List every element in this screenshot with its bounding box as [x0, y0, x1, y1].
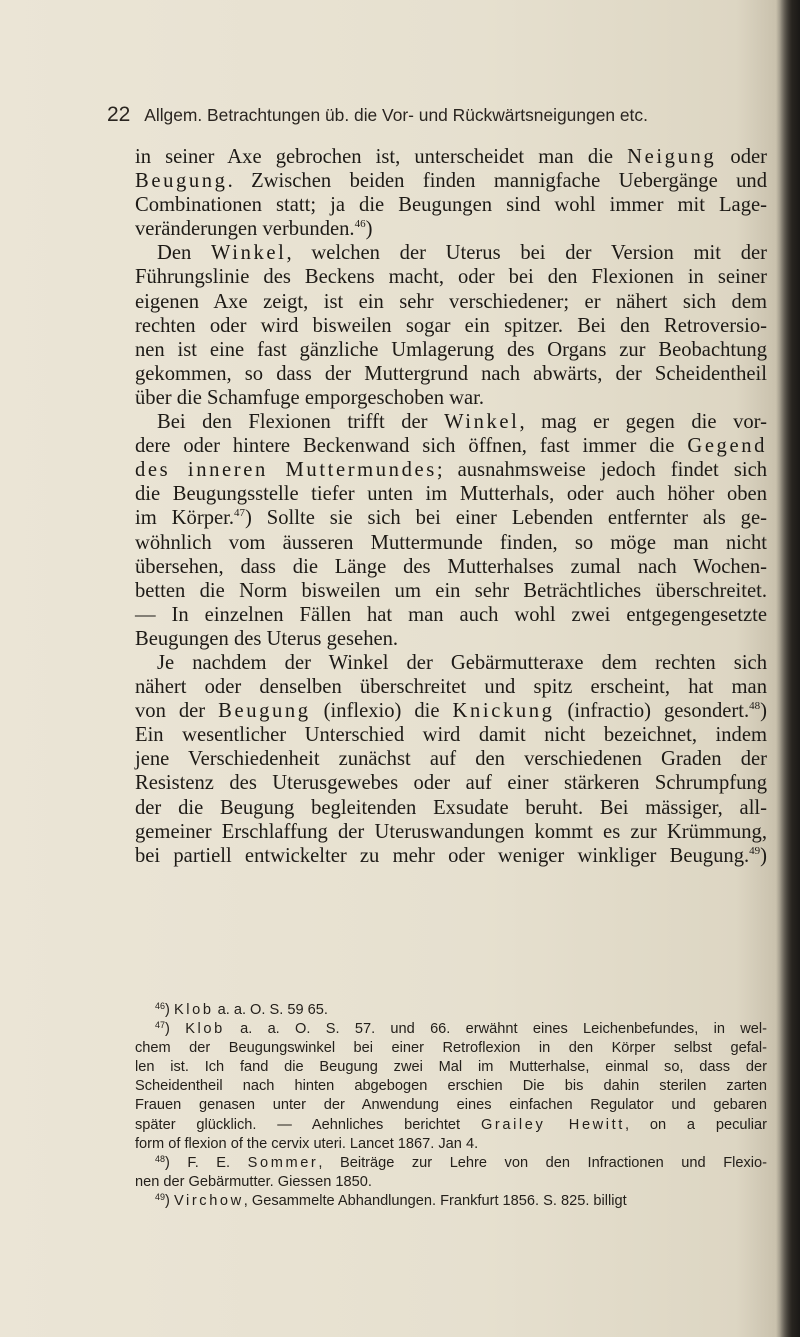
text-run: ) [165, 1002, 174, 1018]
body-line [135, 627, 767, 651]
body-line [135, 193, 767, 217]
text-run: nähert oder denselben überschreitet und spitz erscheint, hat man [135, 676, 767, 699]
spaced-term: Knickung [452, 700, 555, 723]
spaced-term: Sommer [247, 1154, 319, 1171]
running-header [107, 103, 767, 127]
body-line [135, 169, 767, 193]
text-run: übersehen, dass die Länge des Mutterhalses zumal nach Wochen- [135, 555, 767, 578]
body-line [135, 844, 767, 868]
body-line [135, 458, 767, 482]
text-run: in seiner Axe gebrochen ist, unterscheidet man die [135, 146, 628, 168]
spaced-term: Gegend [687, 435, 767, 458]
text-run: — In einzelnen Fällen hat man auch wohl zwei entgegengesetzte [135, 603, 767, 626]
body-line [135, 771, 767, 795]
body-line [135, 434, 767, 458]
text-run: ) [165, 1021, 186, 1038]
body-line [135, 579, 767, 603]
spaced-term: Winkel [444, 411, 520, 434]
footnote-marker: 46 [354, 218, 366, 231]
footnote-line [135, 1096, 767, 1115]
text-run: betten die Norm bisweilen um ein sehr Beträchtliches überschreitet. [135, 579, 767, 602]
footnote-line [135, 1077, 767, 1096]
text-run: , mag er gegen die vor- [519, 411, 767, 434]
text-run: ) F. E. [165, 1154, 248, 1171]
page-edge-shadow [780, 0, 800, 1337]
text-run: Führungslinie des Beckens macht, oder bei den Flexionen in seiner [135, 266, 767, 289]
body-line [135, 241, 767, 265]
text-run: gekommen, so dass der Muttergrund nach abwärts, der Scheidentheil [135, 362, 767, 385]
body-line [135, 362, 767, 386]
text-run: , on a peculiar [624, 1116, 767, 1133]
text-run: von der [135, 700, 219, 723]
text-run: chem der Beugungswinkel bei einer Retroflexion in den Körper selbst gefal- [135, 1040, 767, 1057]
footnote-line [135, 1135, 767, 1154]
footnote-line [135, 1154, 767, 1173]
text-run: über die Schamfuge emporgeschoben war. [135, 386, 485, 409]
body-line [135, 699, 767, 723]
footnote-marker: 49 [749, 844, 761, 857]
text-run: Resistenz des Uterusgewebes oder auf einer stärkeren Schrumpfung [135, 772, 767, 795]
body-line [135, 386, 767, 410]
text-run: ) [365, 218, 373, 241]
text-run: ) [760, 700, 768, 723]
footnote-marker: 48 [155, 1153, 166, 1164]
body-line [135, 555, 767, 579]
body-line [135, 820, 767, 844]
text-run: a. a. O. S. 57. und 66. erwähnt eines Leichenbefundes, in wel- [224, 1021, 768, 1038]
footnote-line [135, 1020, 767, 1039]
body-text [135, 145, 767, 868]
footnote-line [135, 1192, 767, 1211]
page-number: 22 [107, 103, 131, 126]
text-run: ) Sollte sie sich bei einer Lebenden entfernter als ge- [245, 507, 767, 530]
spaced-term: Klob [173, 1002, 214, 1018]
footnote-line [135, 1039, 767, 1058]
text-run: , Beiträge zur Lehre von den Infractionen und Flexio- [318, 1154, 767, 1171]
spaced-term: Virchow [173, 1192, 244, 1209]
text-run: ) [165, 1192, 174, 1209]
text-run: wöhnlich vom äusseren Muttermunde finden, so möge man nicht [135, 531, 767, 554]
footnote-marker: 46 [155, 1001, 166, 1011]
footnote-marker: 49 [155, 1191, 166, 1202]
text-run: , Gesammelte Abhandlungen. Frankfurt 1856. S. 825. billigt [243, 1192, 627, 1209]
footnote-marker: 47 [234, 507, 245, 520]
footnote-line [135, 1116, 767, 1135]
footnote-marker: 47 [155, 1020, 166, 1031]
text-run: ; ausnahmsweise jedoch findet sich [436, 459, 768, 482]
text-run: (inflexio) die [310, 700, 453, 723]
footnote-line [135, 1058, 767, 1077]
text-run: nen ist eine fast gänzliche Umlagerung des Organs zur Beobachtung [135, 338, 767, 361]
footnote-marker: 48 [749, 700, 761, 713]
body-line [135, 217, 767, 241]
running-title: Allgem. Betrachtungen üb. die Vor- und Rückwärtsneigungen etc. [144, 105, 648, 125]
spaced-term: Grailey Hewitt [480, 1116, 625, 1133]
spaced-term: des inneren Muttermundes [135, 459, 437, 482]
text-run: , welchen der Uterus bei der Version mit der [286, 242, 767, 265]
footnote-line [135, 1173, 767, 1192]
text-run: Bei den Flexionen trifft der [157, 411, 445, 434]
text-run: oder [716, 146, 767, 168]
text-run: Combinationen statt; ja die Beugungen sind wohl immer mit Lage- [135, 194, 767, 217]
text-run: später glücklich. — Aehnliches berichtet [135, 1116, 481, 1133]
text-run: a. a. O. S. 59 65. [213, 1002, 328, 1018]
body-line [135, 723, 767, 747]
footnote-line [135, 1001, 767, 1020]
spaced-term: Klob [185, 1021, 225, 1038]
text-run: Frauen genasen unter der Anwendung eines einfachen Regulator und gebaren [135, 1097, 767, 1114]
spaced-term: Beugung [218, 700, 311, 723]
body-line [135, 531, 767, 555]
body-line [135, 314, 767, 338]
text-run: eigenen Axe zeigt, ist ein sehr verschiedener; er nähert sich dem [135, 290, 767, 313]
body-line [135, 290, 767, 314]
body-line [135, 796, 767, 820]
spaced-term: Beugung [135, 170, 228, 193]
text-run: die Beugungsstelle tiefer unten im Mutterhals, oder auch höher oben [135, 483, 767, 506]
body-line [135, 265, 767, 289]
body-line [135, 651, 767, 675]
text-run: Ein wesentlicher Unterschied wird damit nicht bezeichnet, indem [135, 724, 767, 747]
text-run: . Zwischen beiden finden mannigfache Uebergänge und [227, 170, 767, 193]
text-run: jene Verschiedenheit zunächst auf den verschiedenen Graden der [135, 748, 767, 771]
body-line [135, 482, 767, 506]
body-line [135, 410, 767, 434]
text-run: Je nachdem der Winkel der Gebärmutteraxe dem rechten sich [157, 651, 767, 674]
text-run: (infractio) gesondert. [554, 700, 750, 723]
text-run: veränderungen verbunden. [135, 218, 355, 241]
spaced-term: Neigung [627, 146, 717, 168]
body-line [135, 506, 767, 530]
body-line [135, 675, 767, 699]
text-run: nen der Gebärmutter. Giessen 1850. [135, 1173, 372, 1190]
text-run: Scheidentheil nach hinten abgebogen erschien Die bis dahin sterilen zarten [135, 1078, 767, 1095]
text-run: gemeiner Erschlaffung der Uteruswandungen kommt es zur Krümmung, [135, 820, 767, 843]
text-run: len ist. Ich fand die Beugung zwei Mal im Mutterhalse, einmal so, dass der [135, 1059, 767, 1076]
body-line [135, 145, 767, 169]
text-run: der die Beugung begleitenden Exsudate beruht. Bei mässiger, all- [135, 796, 767, 819]
body-line [135, 338, 767, 362]
text-run: bei partiell entwickelter zu mehr oder weniger winkliger Beugung. [135, 844, 750, 867]
spaced-term: Winkel [211, 242, 287, 265]
text-run: dere oder hintere Beckenwand sich öffnen, fast immer die [135, 435, 688, 458]
text-run: rechten oder wird bisweilen sogar ein spitzer. Bei den Retroversio- [135, 314, 767, 337]
text-run: form of flexion of the cervix uteri. Lancet 1867. Jan 4. [135, 1135, 479, 1152]
text-run: ) [760, 844, 767, 867]
text-run: Den [157, 242, 212, 265]
body-line [135, 603, 767, 627]
text-run: im Körper. [135, 507, 234, 530]
text-run: Beugungen des Uterus gesehen. [135, 627, 399, 650]
body-line [135, 747, 767, 771]
footnotes [135, 1001, 767, 1211]
